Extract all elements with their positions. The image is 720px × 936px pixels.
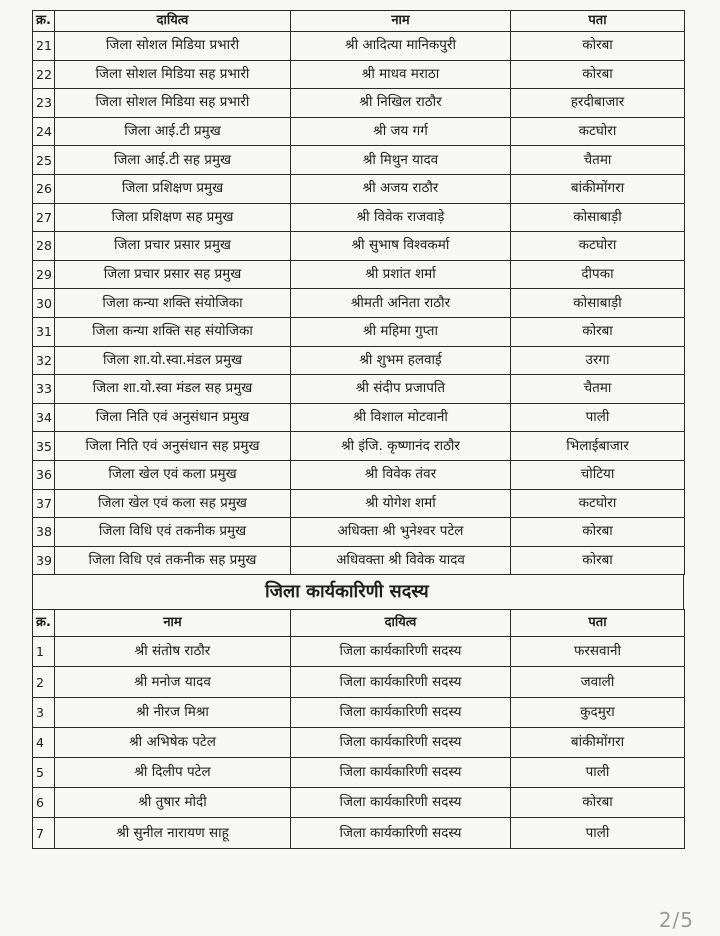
table-row (33, 89, 685, 118)
responsibility-cell: जिला आई.टी प्रमुख (55, 117, 291, 146)
name-cell: श्री संदीप प्रजापति (291, 375, 511, 404)
address-cell: पाली (511, 758, 685, 788)
address-cell: कोरबा (511, 32, 685, 61)
address-cell: कटघोरा (511, 117, 685, 146)
address-cell: कटघोरा (511, 489, 685, 518)
name-cell: श्री तुषार मोदी (55, 788, 291, 818)
table-row (33, 667, 685, 697)
responsibility-cell: जिला कन्या शक्ति सह संयोजिका (55, 317, 291, 346)
table-row (33, 289, 685, 318)
name-cell: श्री इंजि. कृष्णानंद राठौर (291, 432, 511, 461)
row-serial-cell: 21 (33, 32, 55, 61)
header-address: पता (511, 11, 685, 32)
responsibility-cell: जिला सोशल मिडिया प्रभारी (55, 32, 291, 61)
row-serial-cell: 27 (33, 203, 55, 232)
name-cell: श्री अजय राठौर (291, 174, 511, 203)
address-cell: भिलाईबाजार (511, 432, 685, 461)
table-row (33, 260, 685, 289)
name-cell: श्री प्रशांत शर्मा (291, 260, 511, 289)
name-cell: श्री संतोष राठौर (55, 637, 291, 667)
table-row (33, 818, 685, 848)
row-serial-cell: 32 (33, 346, 55, 375)
name-cell: श्री महिमा गुप्ता (291, 317, 511, 346)
name-cell: श्री आदित्या मानिकपुरी (291, 32, 511, 61)
name-cell: श्री शुभम हलवाई (291, 346, 511, 375)
responsibility-cell: जिला कार्यकारिणी सदस्य (291, 788, 511, 818)
table-row (33, 60, 685, 89)
responsibility-cell: जिला प्रचार प्रसार सह प्रमुख (55, 260, 291, 289)
table-row (33, 346, 685, 375)
header-responsibility: दायित्व (291, 610, 511, 637)
name-cell: श्री योगेश शर्मा (291, 489, 511, 518)
address-cell: कोरबा (511, 60, 685, 89)
executive-members-table-body (33, 637, 685, 848)
table-row (33, 637, 685, 667)
name-cell: श्री सुभाष विश्वकर्मा (291, 232, 511, 261)
responsibility-cell: जिला सोशल मिडिया सह प्रभारी (55, 60, 291, 89)
table-row (33, 203, 685, 232)
responsibility-cell: जिला शा.यो.स्वा मंडल सह प्रमुख (55, 375, 291, 404)
responsibility-cell: जिला शा.यो.स्वा.मंडल प्रमुख (55, 346, 291, 375)
row-serial-cell: 3 (33, 697, 55, 727)
name-cell: श्री मनोज यादव (55, 667, 291, 697)
address-cell: फरसवानी (511, 637, 685, 667)
row-serial-cell: 5 (33, 758, 55, 788)
address-cell: कुदमुरा (511, 697, 685, 727)
name-cell: अधिवक्ता श्री विवेक यादव (291, 546, 511, 575)
responsibility-cell: जिला कन्या शक्ति संयोजिका (55, 289, 291, 318)
header-serial: क्र. (33, 610, 55, 637)
table-row (33, 697, 685, 727)
row-serial-cell: 28 (33, 232, 55, 261)
responsibility-cell: जिला प्रचार प्रसार प्रमुख (55, 232, 291, 261)
address-cell: बांकीमोंगरा (511, 174, 685, 203)
responsibility-cell: जिला कार्यकारिणी सदस्य (291, 818, 511, 848)
table-row (33, 518, 685, 547)
row-serial-cell: 37 (33, 489, 55, 518)
header-responsibility: दायित्व (55, 11, 291, 32)
responsibility-cell: जिला विधि एवं तकनीक प्रमुख (55, 518, 291, 547)
table-row (33, 460, 685, 489)
address-cell: कोरबा (511, 317, 685, 346)
header-name: नाम (55, 610, 291, 637)
address-cell: कोरबा (511, 546, 685, 575)
table-row (33, 489, 685, 518)
row-serial-cell: 38 (33, 518, 55, 547)
row-serial-cell: 24 (33, 117, 55, 146)
table-header-row (33, 610, 685, 637)
address-cell: चोटिया (511, 460, 685, 489)
row-serial-cell: 30 (33, 289, 55, 318)
row-serial-cell: 35 (33, 432, 55, 461)
address-cell: कोरबा (511, 788, 685, 818)
responsibility-cell: जिला निति एवं अनुसंधान प्रमुख (55, 403, 291, 432)
name-cell: श्री जय गर्ग (291, 117, 511, 146)
row-serial-cell: 7 (33, 818, 55, 848)
document-sheet (32, 10, 684, 849)
section-title: जिला कार्यकारिणी सदस्य (32, 575, 684, 609)
row-serial-cell: 6 (33, 788, 55, 818)
table-row (33, 146, 685, 175)
row-serial-cell: 29 (33, 260, 55, 289)
name-cell: श्री विवेक राजवाड़े (291, 203, 511, 232)
name-cell: श्री अभिषेक पटेल (55, 727, 291, 757)
address-cell: चैतमा (511, 146, 685, 175)
responsibility-cell: जिला प्रशिक्षण सह प्रमुख (55, 203, 291, 232)
responsibility-cell: जिला खेल एवं कला सह प्रमुख (55, 489, 291, 518)
row-serial-cell: 4 (33, 727, 55, 757)
table-row (33, 375, 685, 404)
responsibility-cell: जिला सोशल मिडिया सह प्रभारी (55, 89, 291, 118)
responsibility-table-body (33, 32, 685, 575)
address-cell: कोसाबाड़ी (511, 289, 685, 318)
row-serial-cell: 2 (33, 667, 55, 697)
name-cell: श्री सुनील नारायण साहू (55, 818, 291, 848)
name-cell: श्री निखिल राठौर (291, 89, 511, 118)
address-cell: हरदीबाजार (511, 89, 685, 118)
row-serial-cell: 34 (33, 403, 55, 432)
page-indicator: 2/5 (658, 908, 694, 932)
responsibility-cell: जिला कार्यकारिणी सदस्य (291, 727, 511, 757)
responsibility-cell: जिला विधि एवं तकनीक सह प्रमुख (55, 546, 291, 575)
table-row (33, 758, 685, 788)
table-header-row (33, 11, 685, 32)
address-cell: कटघोरा (511, 232, 685, 261)
responsibility-cell: जिला कार्यकारिणी सदस्य (291, 697, 511, 727)
table-row (33, 546, 685, 575)
row-serial-cell: 25 (33, 146, 55, 175)
address-cell: दीपका (511, 260, 685, 289)
table-row (33, 174, 685, 203)
table-row (33, 32, 685, 61)
name-cell: श्री विशाल मोटवानी (291, 403, 511, 432)
row-serial-cell: 26 (33, 174, 55, 203)
row-serial-cell: 33 (33, 375, 55, 404)
name-cell: श्री विवेक तंवर (291, 460, 511, 489)
address-cell: कोसाबाड़ी (511, 203, 685, 232)
address-cell: पाली (511, 818, 685, 848)
address-cell: जवाली (511, 667, 685, 697)
responsibility-cell: जिला निति एवं अनुसंधान सह प्रमुख (55, 432, 291, 461)
address-cell: उरगा (511, 346, 685, 375)
table-row (33, 788, 685, 818)
row-serial-cell: 22 (33, 60, 55, 89)
table-row (33, 727, 685, 757)
responsibility-cell: जिला प्रशिक्षण प्रमुख (55, 174, 291, 203)
table-row (33, 317, 685, 346)
name-cell: श्री नीरज मिश्रा (55, 697, 291, 727)
header-serial: क्र. (33, 11, 55, 32)
row-serial-cell: 31 (33, 317, 55, 346)
name-cell: श्री दिलीप पटेल (55, 758, 291, 788)
table-row (33, 117, 685, 146)
address-cell: चैतमा (511, 375, 685, 404)
table-row (33, 403, 685, 432)
responsibility-cell: जिला आई.टी सह प्रमुख (55, 146, 291, 175)
table-row (33, 232, 685, 261)
row-serial-cell: 23 (33, 89, 55, 118)
address-cell: कोरबा (511, 518, 685, 547)
header-address: पता (511, 610, 685, 637)
address-cell: बांकीमोंगरा (511, 727, 685, 757)
name-cell: श्री मिथुन यादव (291, 146, 511, 175)
name-cell: श्री माधव मराठा (291, 60, 511, 89)
header-name: नाम (291, 11, 511, 32)
table-row (33, 432, 685, 461)
name-cell: अधिक्ता श्री भुनेश्वर पटेल (291, 518, 511, 547)
row-serial-cell: 1 (33, 637, 55, 667)
responsibility-cell: जिला खेल एवं कला प्रमुख (55, 460, 291, 489)
responsibility-cell: जिला कार्यकारिणी सदस्य (291, 637, 511, 667)
name-cell: श्रीमती अनिता राठौर (291, 289, 511, 318)
responsibility-cell: जिला कार्यकारिणी सदस्य (291, 758, 511, 788)
row-serial-cell: 36 (33, 460, 55, 489)
address-cell: पाली (511, 403, 685, 432)
executive-members-table (32, 609, 685, 848)
responsibility-cell: जिला कार्यकारिणी सदस्य (291, 667, 511, 697)
responsibility-table (32, 10, 685, 575)
row-serial-cell: 39 (33, 546, 55, 575)
